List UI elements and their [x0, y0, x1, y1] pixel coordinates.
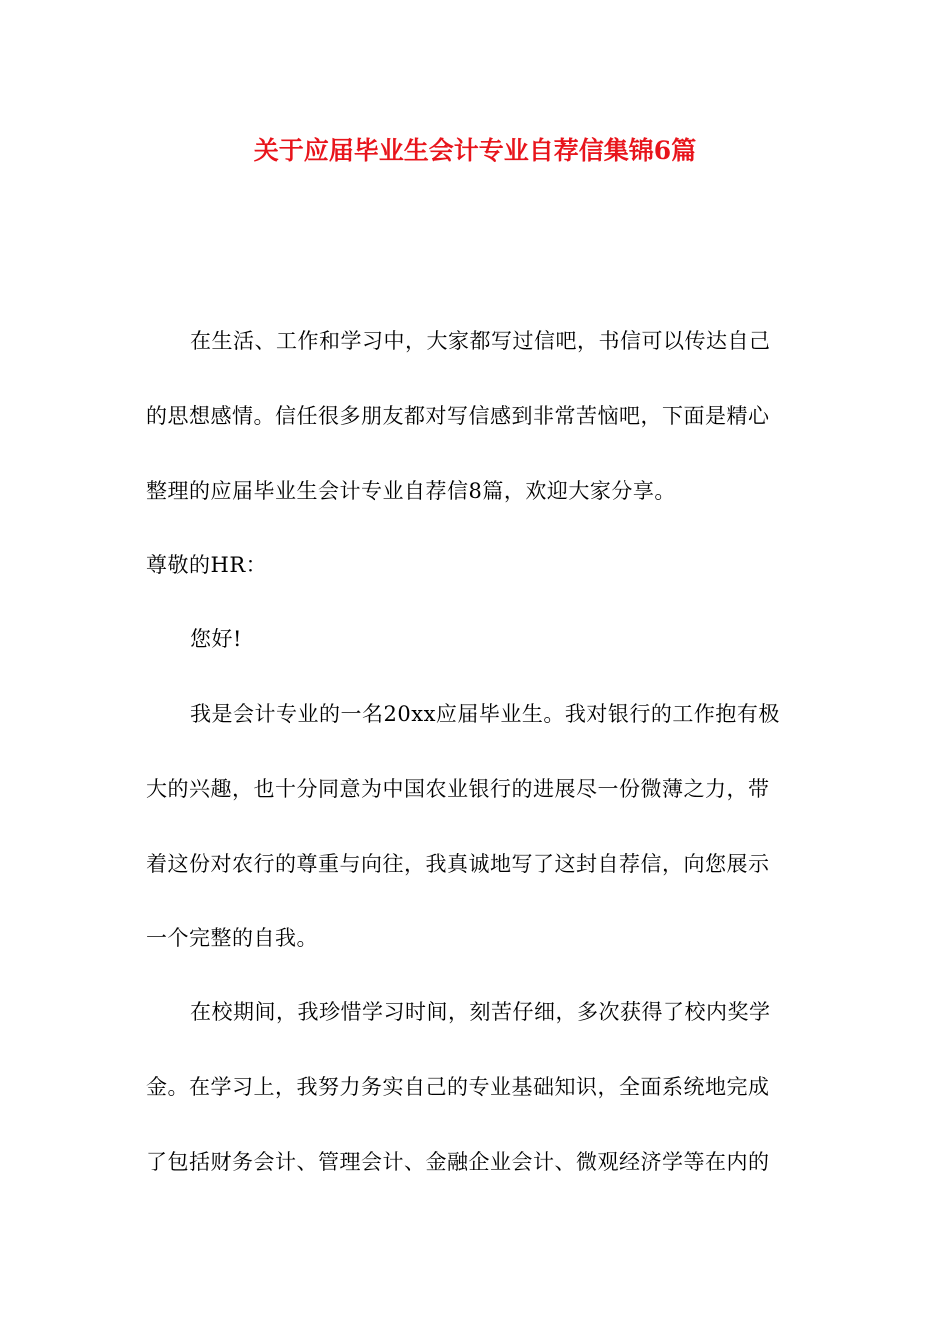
- document-title: 关于应届毕业生会计专业自荐信集锦6篇: [253, 136, 697, 165]
- paragraph-line: 了包括财务会计、管理会计、金融企业会计、微观经济学等在内的: [146, 1150, 770, 1174]
- paragraph-line: 整理的应届毕业生会计专业自荐信8篇，欢迎大家分享。: [146, 479, 676, 503]
- paragraph-line: 在校期间，我珍惜学习时间，刻苦仔细，多次获得了校内奖学: [190, 1000, 771, 1024]
- paragraph-line: 金。在学习上，我努力务实自己的专业基础知识，全面系统地完成: [146, 1075, 770, 1099]
- paragraph-line: 一个完整的自我。: [146, 926, 318, 950]
- paragraph-line: 在生活、工作和学习中，大家都写过信吧，书信可以传达自己: [190, 329, 771, 353]
- paragraph-line: 的思想感情。信任很多朋友都对写信感到非常苦恼吧，下面是精心: [146, 404, 770, 428]
- greeting: 您好!: [190, 627, 242, 651]
- paragraph-line: 着这份对农行的尊重与向往，我真诚地写了这封自荐信，向您展示: [146, 852, 770, 876]
- paragraph-line: 大的兴趣，也十分同意为中国农业银行的进展尽一份微薄之力，带: [146, 777, 770, 801]
- salutation: 尊敬的HR：: [146, 553, 268, 577]
- paragraph-line: 我是会计专业的一名20xx应届毕业生。我对银行的工作抱有极: [190, 702, 780, 726]
